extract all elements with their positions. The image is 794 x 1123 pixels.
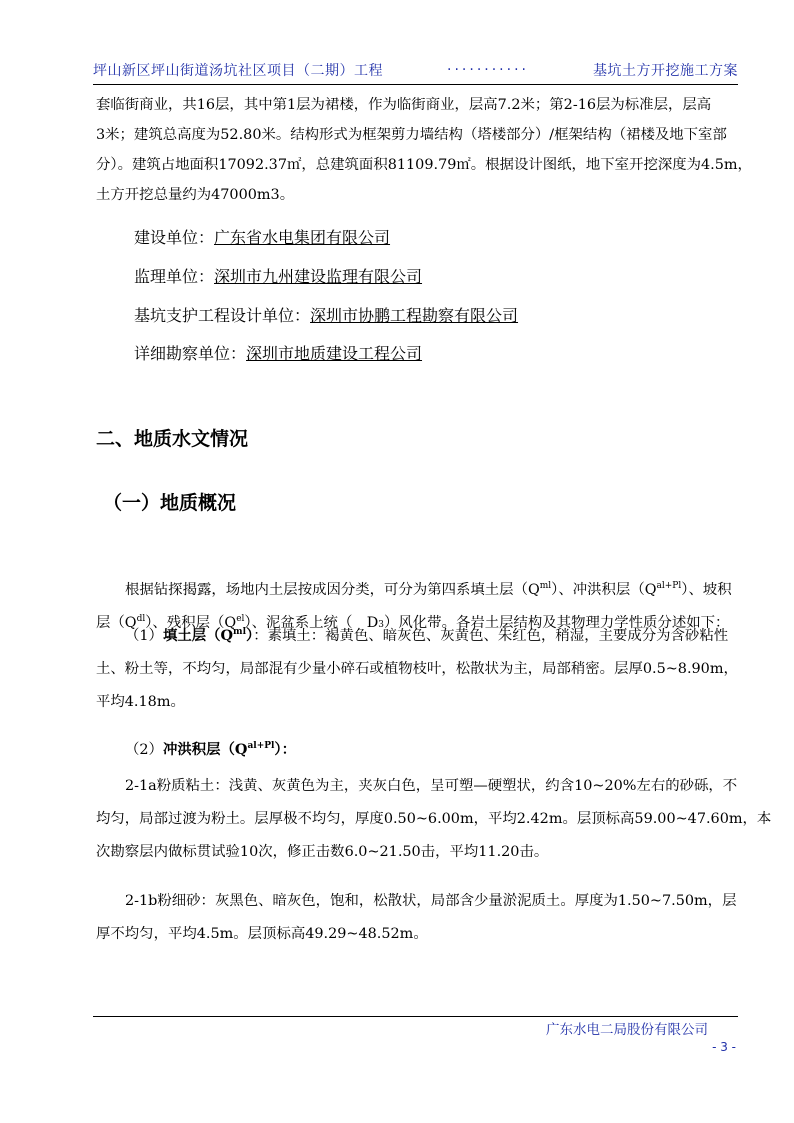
footer-company: 广东水电二局股份有限公司 [546, 1022, 708, 1038]
unit-row-survey [134, 342, 422, 366]
section-heading: 二、地质水文情况 [96, 428, 249, 450]
unit-value: 深圳市九州建设监理有限公司 [214, 267, 423, 286]
unit-row-design [134, 304, 518, 328]
footer-divider [93, 1016, 738, 1017]
layer-2-1a-paragraph [96, 770, 772, 869]
geo-line: 厚不均匀，平均4.5m。层顶标高49.29~48.52m。 [96, 926, 428, 942]
geo-line: （2）冲洪积层$(Q^{al+Pl})$： [125, 741, 297, 758]
geo-line: 层$(Q^{dl})$、残积层$(Q^{el})$、泥盆系上统（ D3）风化带。各岩土层结构及其物理力学性质分述如下： [96, 614, 730, 631]
page-header [93, 56, 738, 85]
unit-label: 基坑支护工程设计单位： [134, 306, 311, 325]
alluvial-layer-heading [96, 733, 740, 767]
page-number: - 3 - [712, 1040, 736, 1054]
geo-line: 2-1b粉细砂：灰黑色、暗灰色，饱和，松散状，局部含少量淤泥质土。厚度为1.50~7.50m，层 [125, 893, 737, 909]
fill-layer-title: 填土层$(Q^{ml})$ [162, 627, 254, 644]
fill-layer-paragraph [96, 619, 740, 719]
unit-label: 监理单位： [134, 267, 215, 286]
geo-line: 根据钻探揭露，场地内土层按成因分类，可分为第四系填土层$(Q^{ml})$、冲洪积层$(Q^{al+Pl})$、坡积 [125, 581, 732, 598]
unit-row-construction [134, 226, 390, 250]
geo-line: 土、粉土等，不均匀，局部混有少量小碎石或植物枝叶，松散状为主，局部稍密。层厚0.5~8.90m， [96, 661, 738, 677]
header-dot-leader: ··········· [447, 62, 529, 78]
unit-label: 建设单位： [134, 228, 215, 247]
unit-value: 广东省水电集团有限公司 [214, 228, 391, 247]
unit-row-supervision [134, 265, 422, 289]
unit-label: 详细勘察单位： [134, 344, 247, 363]
intro-line: 套临街商业，共16层，其中第1层为裙楼，作为临街商业，层高7.2米；第2-16层为标准层，层高 [96, 97, 712, 113]
header-project-title: 坪山新区坪山街道汤坑社区项目（二期）工程 [93, 63, 383, 79]
geo-line: 均匀，局部过渡为粉土。层厚极不均匀，厚度0.50~6.00m，平均2.42m。层顶标高59.00~47.60m，本 [96, 811, 772, 827]
intro-line: 分）。建筑占地面积17092.37㎡，总建筑面积81109.79㎡。根据设计图纸，地下室开挖深度为4.5m， [96, 157, 752, 173]
subsection-heading: （一）地质概况 [103, 492, 237, 514]
unit-value: 深圳市地质建设工程公司 [246, 344, 423, 363]
alluvial-layer-title: 冲洪积层$(Q^{al+Pl})$： [162, 741, 297, 758]
intro-paragraph [96, 90, 752, 210]
unit-value: 深圳市协鹏工程勘察有限公司 [310, 306, 519, 325]
layer-2-1b-paragraph [96, 885, 740, 951]
geo-line: 平均4.18m。 [96, 694, 185, 710]
intro-line: 土方开挖总量约为47000m3。 [96, 187, 295, 203]
geo-line: （1）填土层$(Q^{ml})$：素填土：褐黄色、暗灰色、灰黄色、朱红色，稍湿，主要成分为含砂粘性 [125, 627, 729, 644]
intro-line: 3米；建筑总高度为52.80米。结构形式为框架剪力墙结构（塔楼部分）/框架结构（裙楼及地下室部 [96, 127, 727, 143]
geo-line: 2-1a粉质粘土：浅黄、灰黄色为主，夹灰白色，呈可塑—硬塑状，约含10~20%左右的砂砾，不 [125, 778, 738, 794]
header-doc-title: 基坑土方开挖施工方案 [593, 63, 738, 79]
geo-line: 次勘察层内做标贯试验10次，修正击数6.0~21.50击，平均11.20击。 [96, 844, 549, 860]
